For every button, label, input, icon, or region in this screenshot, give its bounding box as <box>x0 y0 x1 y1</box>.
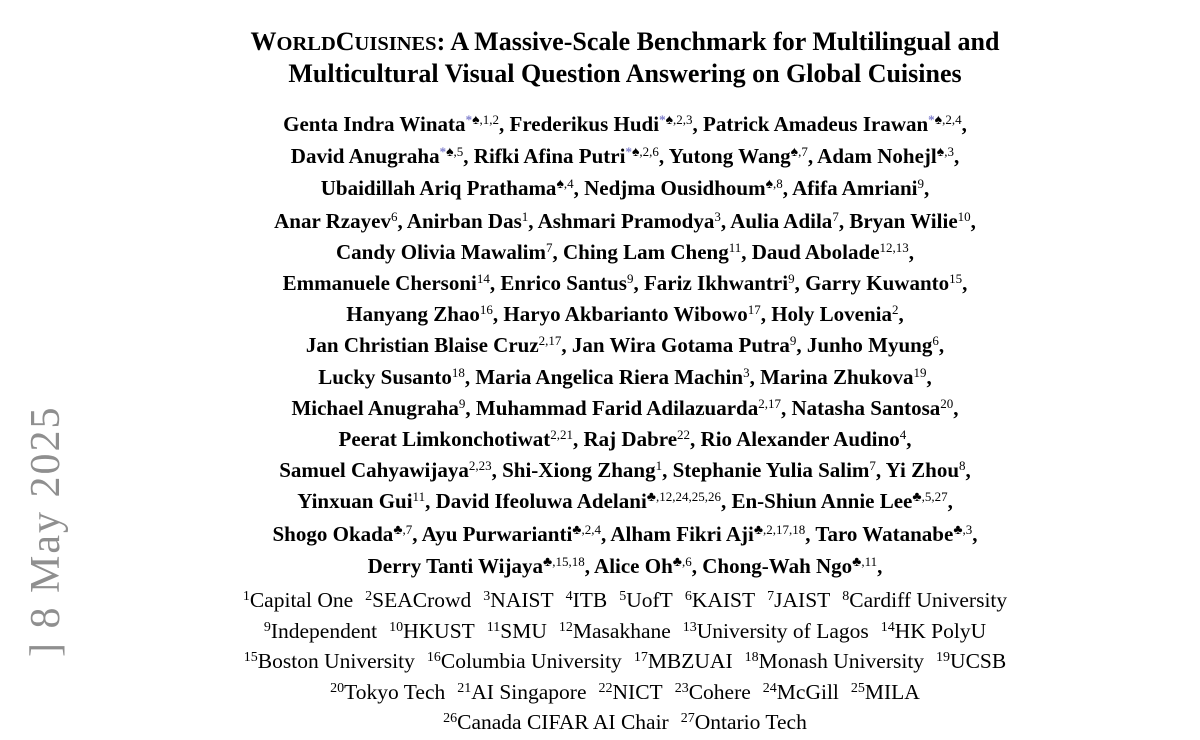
paper-title-wordmark-part: ORLD <box>276 33 336 55</box>
affiliation-name: MBZUAI <box>647 649 733 674</box>
affiliation-name: McGill <box>776 679 839 704</box>
spade-marker-icon: ♠ <box>934 113 943 128</box>
author-line: Hanyang Zhao$^{16}$, Haryo Akbarianto Wibowo$^{17}$, Holy Lovenia$^2$, <box>346 302 904 327</box>
affiliation-number: 15 <box>243 650 258 666</box>
club-marker-icon: ♣ <box>912 490 922 506</box>
affiliation-number: 22 <box>598 680 613 696</box>
author-name: Junho Myung <box>806 333 933 358</box>
author-name: Stephanie Yulia Salim <box>672 458 870 483</box>
author-name: Rifki Afina Putri <box>473 144 626 169</box>
author-line: Peerat Limkonchotiwat$^{2,21}$, Raj Dabre$^{22}$, Rio Alexander Audino$^4$, <box>338 427 912 452</box>
affiliation-name: NICT <box>612 679 663 704</box>
paper-title <box>60 27 1190 89</box>
author-affiliation-numbers: ,2,17,18 <box>763 521 806 537</box>
author-affiliation-numbers: 3 <box>743 364 750 380</box>
author-line: David Anugraha$^{*♠,5}$, Rifki Afina Putri$^{*♠,2,6}$, Yutong Wang$^{♠,7}$, Adam Nohejl$^{♠,3}$, <box>290 144 960 169</box>
author-affiliation-numbers: 9 <box>788 271 795 287</box>
author-affiliation-numbers: 2,17 <box>758 395 781 411</box>
author-affiliation-numbers: ,2,4 <box>581 521 601 537</box>
affiliation-item <box>683 619 869 643</box>
affiliation-line <box>60 709 1190 740</box>
author-name: Patrick Amadeus Irawan <box>703 112 929 136</box>
paper-title-line-1 <box>60 27 1190 59</box>
author-name: Yutong Wang <box>668 144 791 169</box>
club-marker-icon: ♣ <box>543 554 553 570</box>
equal-contribution-star-marker: * <box>625 144 632 160</box>
club-marker-icon: ♣ <box>953 522 963 538</box>
author-name: David Ifeoluwa Adelani <box>435 489 647 514</box>
affiliation-number: 14 <box>880 619 895 635</box>
affiliation-number: 9 <box>263 619 271 635</box>
affiliation-name: Capital One <box>249 588 354 613</box>
affiliation-number: 2 <box>365 589 373 605</box>
author-affiliation-numbers: ,3 <box>944 144 954 160</box>
affiliation-number: 4 <box>565 589 573 605</box>
affiliation-name: Boston University <box>257 649 415 674</box>
author-affiliation-numbers: 4 <box>899 427 907 443</box>
author-name: Holy Lovenia <box>771 302 892 327</box>
affiliations-block <box>60 587 1190 740</box>
affiliation-number: 11 <box>486 619 501 635</box>
paper-title-wordmark-part: C <box>335 27 355 56</box>
author-affiliation-numbers: ,2,6 <box>639 144 659 160</box>
paper-title-wordmark-part: W <box>250 27 277 56</box>
author-name: Ashmari Pramodya <box>537 208 715 233</box>
author-name: Muhammad Farid Adilazuarda <box>475 395 759 420</box>
author-name: Frederikus Hudi <box>509 112 660 136</box>
author-line: Michael Anugraha$^9$, Muhammad Farid Adilazuarda$^{2,17}$, Natasha Santosa$^{20}$, <box>291 395 959 420</box>
author-affiliation-numbers: 17 <box>747 302 761 318</box>
author-affiliation-numbers: 2,21 <box>550 427 574 443</box>
author-name: Nedjma Ousidhoum <box>584 176 766 201</box>
affiliation-item <box>851 680 920 704</box>
paper-content <box>60 0 1190 740</box>
affiliation-number: 3 <box>483 589 491 605</box>
club-marker-icon: ♣ <box>393 522 403 538</box>
author-affiliation-numbers: ,11 <box>861 553 878 569</box>
author-affiliation-numbers: ,5 <box>453 144 464 160</box>
affiliation-line <box>60 648 1190 679</box>
affiliation-name: AI Singapore <box>471 679 587 704</box>
author-name: Derry Tanti Wijaya <box>367 553 543 578</box>
author-name: En-Shiun Annie Lee <box>731 489 913 514</box>
spade-marker-icon: ♠ <box>936 145 945 161</box>
affiliation-number: 20 <box>330 680 345 696</box>
author-name: Shogo Okada <box>272 521 394 546</box>
author-affiliation-numbers: ,8 <box>773 176 783 192</box>
author-affiliation-numbers: 11 <box>728 239 742 255</box>
author-affiliation-numbers: 20 <box>940 395 954 411</box>
author-line: Candy Olivia Mawalim$^7$, Ching Lam Cheng$^{11}$, Daud Abolade$^{12,13}$, <box>335 239 915 264</box>
affiliation-item <box>483 588 553 612</box>
affiliation-name: SEACrowd <box>372 588 472 613</box>
author-name: Aulia Adila <box>730 208 833 233</box>
author-name: Michael Anugraha <box>291 395 459 420</box>
author-affiliation-numbers: ,2,3 <box>673 112 693 127</box>
affiliation-number: 12 <box>558 619 573 635</box>
author-name: David Anugraha <box>290 144 440 169</box>
author-affiliation-numbers: ,3 <box>962 521 973 537</box>
author-name: Haryo Akbarianto Wibowo <box>503 302 748 327</box>
affiliation-item <box>936 649 1006 673</box>
affiliation-number: 25 <box>850 680 865 696</box>
affiliation-number: 10 <box>389 619 404 635</box>
author-name: Lucky Susanto <box>318 364 452 389</box>
affiliation-name: University of Lagos <box>696 618 869 643</box>
author-name: Bryan Wilie <box>849 208 958 233</box>
spade-marker-icon: ♠ <box>665 113 673 128</box>
affiliation-item <box>487 619 547 643</box>
affiliation-name: UofT <box>626 588 673 613</box>
affiliation-item <box>842 588 1007 612</box>
equal-contribution-star-marker: * <box>928 112 935 127</box>
author-line: Ubaidillah Ariq Prathama$^{♠,4}$, Nedjma Ousidhoum$^{♠,8}$, Afifa Amriani$^9$, <box>320 176 930 201</box>
affiliation-number: 16 <box>426 650 441 666</box>
author-name: Samuel Cahyawijaya <box>279 458 469 483</box>
affiliation-name: KAIST <box>691 588 756 613</box>
author-name: Shi-Xiong Zhang <box>502 458 656 483</box>
affiliation-number: 17 <box>633 650 648 666</box>
affiliation-line <box>60 587 1190 618</box>
author-affiliation-numbers: 9 <box>458 395 466 411</box>
club-marker-icon: ♣ <box>672 554 682 570</box>
affiliation-number: 24 <box>762 680 777 696</box>
spade-marker-icon: ♠ <box>446 145 454 161</box>
author-line: Emmanuele Chersoni$^{14}$, Enrico Santus$^9$, Fariz Ikhwantri$^9$, Garry Kuwanto$^{15}$, <box>282 271 968 296</box>
author-name: Ayu Purwarianti <box>421 521 573 546</box>
author-name: Taro Watanabe <box>815 521 954 546</box>
affiliation-item <box>675 680 751 704</box>
author-line: Jan Christian Blaise Cruz$^{2,17}$, Jan Wira Gotama Putra$^9$, Junho Myung$^6$, <box>305 333 945 358</box>
paper-title-wordmark-part: UISINES <box>354 33 437 55</box>
paper-title-line-1-rest: : A Massive-Scale Benchmark for Multilingual and <box>436 27 1000 56</box>
author-name: Yinxuan Gui <box>297 489 413 514</box>
author-name: Jan Christian Blaise Cruz <box>305 333 539 358</box>
author-name: Adam Nohejl <box>817 144 937 169</box>
author-name: Alice Oh <box>594 553 673 578</box>
author-affiliation-numbers: 7 <box>545 239 553 255</box>
affiliation-number: 19 <box>936 650 951 666</box>
affiliation-name: UCSB <box>950 649 1007 674</box>
authors-block <box>60 110 1190 584</box>
author-name: Garry Kuwanto <box>805 271 950 296</box>
affiliation-name: NAIST <box>490 588 554 613</box>
author-name: Genta Indra Winata <box>283 112 466 136</box>
author-line: Shogo Okada$^{♣,7}$, Ayu Purwarianti$^{♣,2,4}$, Alham Fikri Aji$^{♣,2,17,18}$, Taro Watanabe$^{♣,3}$, <box>272 521 978 546</box>
club-marker-icon: ♣ <box>852 554 862 570</box>
affiliation-item <box>365 588 471 612</box>
author-name: Emmanuele Chersoni <box>282 271 477 296</box>
affiliation-name: Monash University <box>758 649 925 674</box>
author-affiliation-numbers: 11 <box>412 489 426 505</box>
affiliation-item <box>243 588 353 612</box>
club-marker-icon: ♣ <box>646 490 656 506</box>
author-line: Yinxuan Gui$^{11}$, David Ifeoluwa Adelani$^{♣,12,24,25,26}$, En-Shiun Annie Lee$^{♣,5,27}$, <box>297 489 953 514</box>
affiliation-name: Independent <box>270 618 378 643</box>
author-affiliation-numbers: ,6 <box>681 553 692 569</box>
club-marker-icon: ♣ <box>572 522 582 538</box>
author-affiliation-numbers: 8 <box>959 458 966 474</box>
author-name: Rio Alexander Audino <box>700 427 900 452</box>
affiliation-line <box>60 618 1190 649</box>
affiliation-item <box>457 680 586 704</box>
affiliation-item <box>330 680 445 704</box>
author-affiliation-numbers: ,12,24,25,26 <box>655 489 721 505</box>
affiliation-item <box>559 619 671 643</box>
spade-marker-icon: ♠ <box>765 177 774 193</box>
affiliation-item <box>763 680 839 704</box>
author-affiliation-numbers: ,7 <box>402 521 413 537</box>
author-affiliation-numbers: 18 <box>451 364 465 380</box>
affiliation-item <box>244 649 415 673</box>
affiliation-number: 8 <box>842 589 850 605</box>
affiliation-number: 1 <box>242 589 250 605</box>
affiliation-item <box>881 619 986 643</box>
affiliation-item <box>745 649 924 673</box>
author-name: Anar Rzayev <box>274 208 391 233</box>
author-name: Anirban Das <box>406 208 522 233</box>
equal-contribution-star-marker: * <box>465 112 473 127</box>
author-affiliation-numbers: 6 <box>390 208 398 224</box>
author-affiliation-numbers: 3 <box>714 208 721 224</box>
author-affiliation-numbers: 1 <box>521 208 529 224</box>
affiliation-item <box>599 680 663 704</box>
affiliation-item <box>681 710 807 734</box>
affiliation-item <box>443 710 669 734</box>
author-affiliation-numbers: 12,13 <box>879 239 909 255</box>
author-name: Yi Zhou <box>885 458 959 483</box>
author-name: Ubaidillah Ariq Prathama <box>320 176 557 201</box>
author-name: Ching Lam Cheng <box>562 239 729 264</box>
affiliation-name: Cohere <box>688 679 751 704</box>
author-name: Hanyang Zhao <box>346 302 480 327</box>
affiliation-name: Ontario Tech <box>694 710 807 735</box>
affiliation-number: 26 <box>443 711 458 727</box>
affiliation-item <box>685 588 755 612</box>
affiliation-item <box>767 588 830 612</box>
affiliation-name: HK PolyU <box>894 618 987 643</box>
club-marker-icon: ♣ <box>753 522 764 538</box>
author-affiliation-numbers: 16 <box>479 302 493 318</box>
affiliation-number: 18 <box>744 650 759 666</box>
author-name: Afifa Amriani <box>792 176 918 201</box>
author-affiliation-numbers: 2,17 <box>538 333 562 349</box>
author-affiliation-numbers: ,7 <box>798 144 808 160</box>
affiliation-number: 6 <box>684 589 692 605</box>
author-affiliation-numbers: 10 <box>957 208 971 224</box>
spade-marker-icon: ♠ <box>556 177 564 193</box>
affiliation-line <box>60 679 1190 710</box>
author-name: Enrico Santus <box>500 271 627 296</box>
paper-title-line-2: Multicultural Visual Question Answering on Global Cuisines <box>288 59 962 88</box>
paper-title-wordmark <box>251 27 437 56</box>
author-affiliation-numbers: 7 <box>832 208 839 224</box>
author-affiliation-numbers: 7 <box>869 458 876 474</box>
affiliation-item <box>619 588 673 612</box>
author-affiliation-numbers: ,4 <box>563 176 574 192</box>
affiliation-name: ITB <box>572 588 608 613</box>
affiliation-item <box>427 649 622 673</box>
author-affiliation-numbers: 19 <box>913 364 927 380</box>
arxiv-date-stamp: ] 8 May 2025 <box>23 405 69 657</box>
author-affiliation-numbers: ,15,18 <box>552 553 585 569</box>
affiliation-name: MILA <box>864 679 920 704</box>
affiliation-number: 13 <box>682 619 697 635</box>
author-affiliation-numbers: 1 <box>655 458 663 474</box>
author-line: Lucky Susanto$^{18}$, Maria Angelica Riera Machin$^3$, Marina Zhukova$^{19}$, <box>318 364 932 389</box>
affiliation-number: 27 <box>680 711 695 727</box>
affiliation-item <box>389 619 475 643</box>
equal-contribution-star-marker: * <box>659 112 666 127</box>
author-affiliation-numbers: ,1,2 <box>479 112 499 127</box>
author-affiliation-numbers: ,2,4 <box>942 112 962 127</box>
affiliation-number: 23 <box>674 680 689 696</box>
author-name: Raj Dabre <box>583 427 678 452</box>
author-name: Peerat Limkonchotiwat <box>338 427 551 452</box>
author-line: Samuel Cahyawijaya$^{2,23}$, Shi-Xiong Zhang$^1$, Stephanie Yulia Salim$^7$, Yi Zhou$^8$, <box>279 458 971 483</box>
affiliation-name: Canada CIFAR AI Chair <box>457 710 669 735</box>
affiliation-number: 21 <box>457 680 472 696</box>
affiliation-name: Columbia University <box>440 649 622 674</box>
author-affiliation-numbers: 6 <box>932 333 939 349</box>
author-affiliation-numbers: 2,23 <box>468 458 492 474</box>
author-name: Natasha Santosa <box>791 395 941 420</box>
author-name: Fariz Ikhwantri <box>643 271 789 296</box>
affiliation-number: 5 <box>619 589 627 605</box>
author-name: Jan Wira Gotama Putra <box>571 333 790 358</box>
affiliation-name: Cardiff University <box>849 588 1008 613</box>
author-affiliation-numbers: 15 <box>949 271 963 287</box>
equal-contribution-star-marker: * <box>439 144 447 160</box>
author-line: Derry Tanti Wijaya$^{♣,15,18}$, Alice $Oh^{♣,6}$, Chong-Wah Ngo$^{♣,11}$, <box>367 553 883 578</box>
author-affiliation-numbers: 9 <box>626 271 634 287</box>
affiliation-name: Masakhane <box>572 618 671 643</box>
author-affiliation-numbers: 14 <box>476 271 490 287</box>
spade-marker-icon: ♠ <box>472 113 480 128</box>
author-affiliation-numbers: 22 <box>677 427 691 443</box>
author-line: Genta Indra Winata$^{*♠,1,2}$, Frederikus Hudi$^{*♠,2,3}$, Patrick Amadeus Irawan$^{*♠,2,4}$, <box>283 112 967 136</box>
author-line: Anar Rzayev$^6$, Anirban Das$^1$, Ashmari Pramodya$^3$, Aulia Adila$^7$, Bryan Wilie$^{10}$, <box>274 208 976 233</box>
affiliation-item <box>264 619 377 643</box>
author-name: Marina Zhukova <box>760 364 914 389</box>
author-affiliation-numbers: 9 <box>917 176 925 192</box>
author-name: Candy Olivia Mawalim <box>335 239 546 264</box>
affiliation-name: SMU <box>500 618 547 643</box>
author-affiliation-numbers: ,5,27 <box>921 489 948 505</box>
author-name: Maria Angelica Riera Machin <box>475 364 744 389</box>
affiliation-name: JAIST <box>774 588 831 613</box>
affiliation-name: HKUST <box>403 618 475 643</box>
author-affiliation-numbers: 9 <box>789 333 797 349</box>
spade-marker-icon: ♠ <box>631 145 640 161</box>
author-name: Alham Fikri Aji <box>610 521 754 546</box>
affiliation-item <box>566 588 608 612</box>
affiliation-name: Tokyo Tech <box>344 679 446 704</box>
author-name: Daud Abolade <box>751 239 880 264</box>
author-name: Chong-Wah Ngo <box>702 553 853 578</box>
spade-marker-icon: ♠ <box>790 145 799 161</box>
author-affiliation-numbers: 2 <box>891 302 899 318</box>
affiliation-number: 7 <box>767 589 775 605</box>
affiliation-item <box>634 649 733 673</box>
